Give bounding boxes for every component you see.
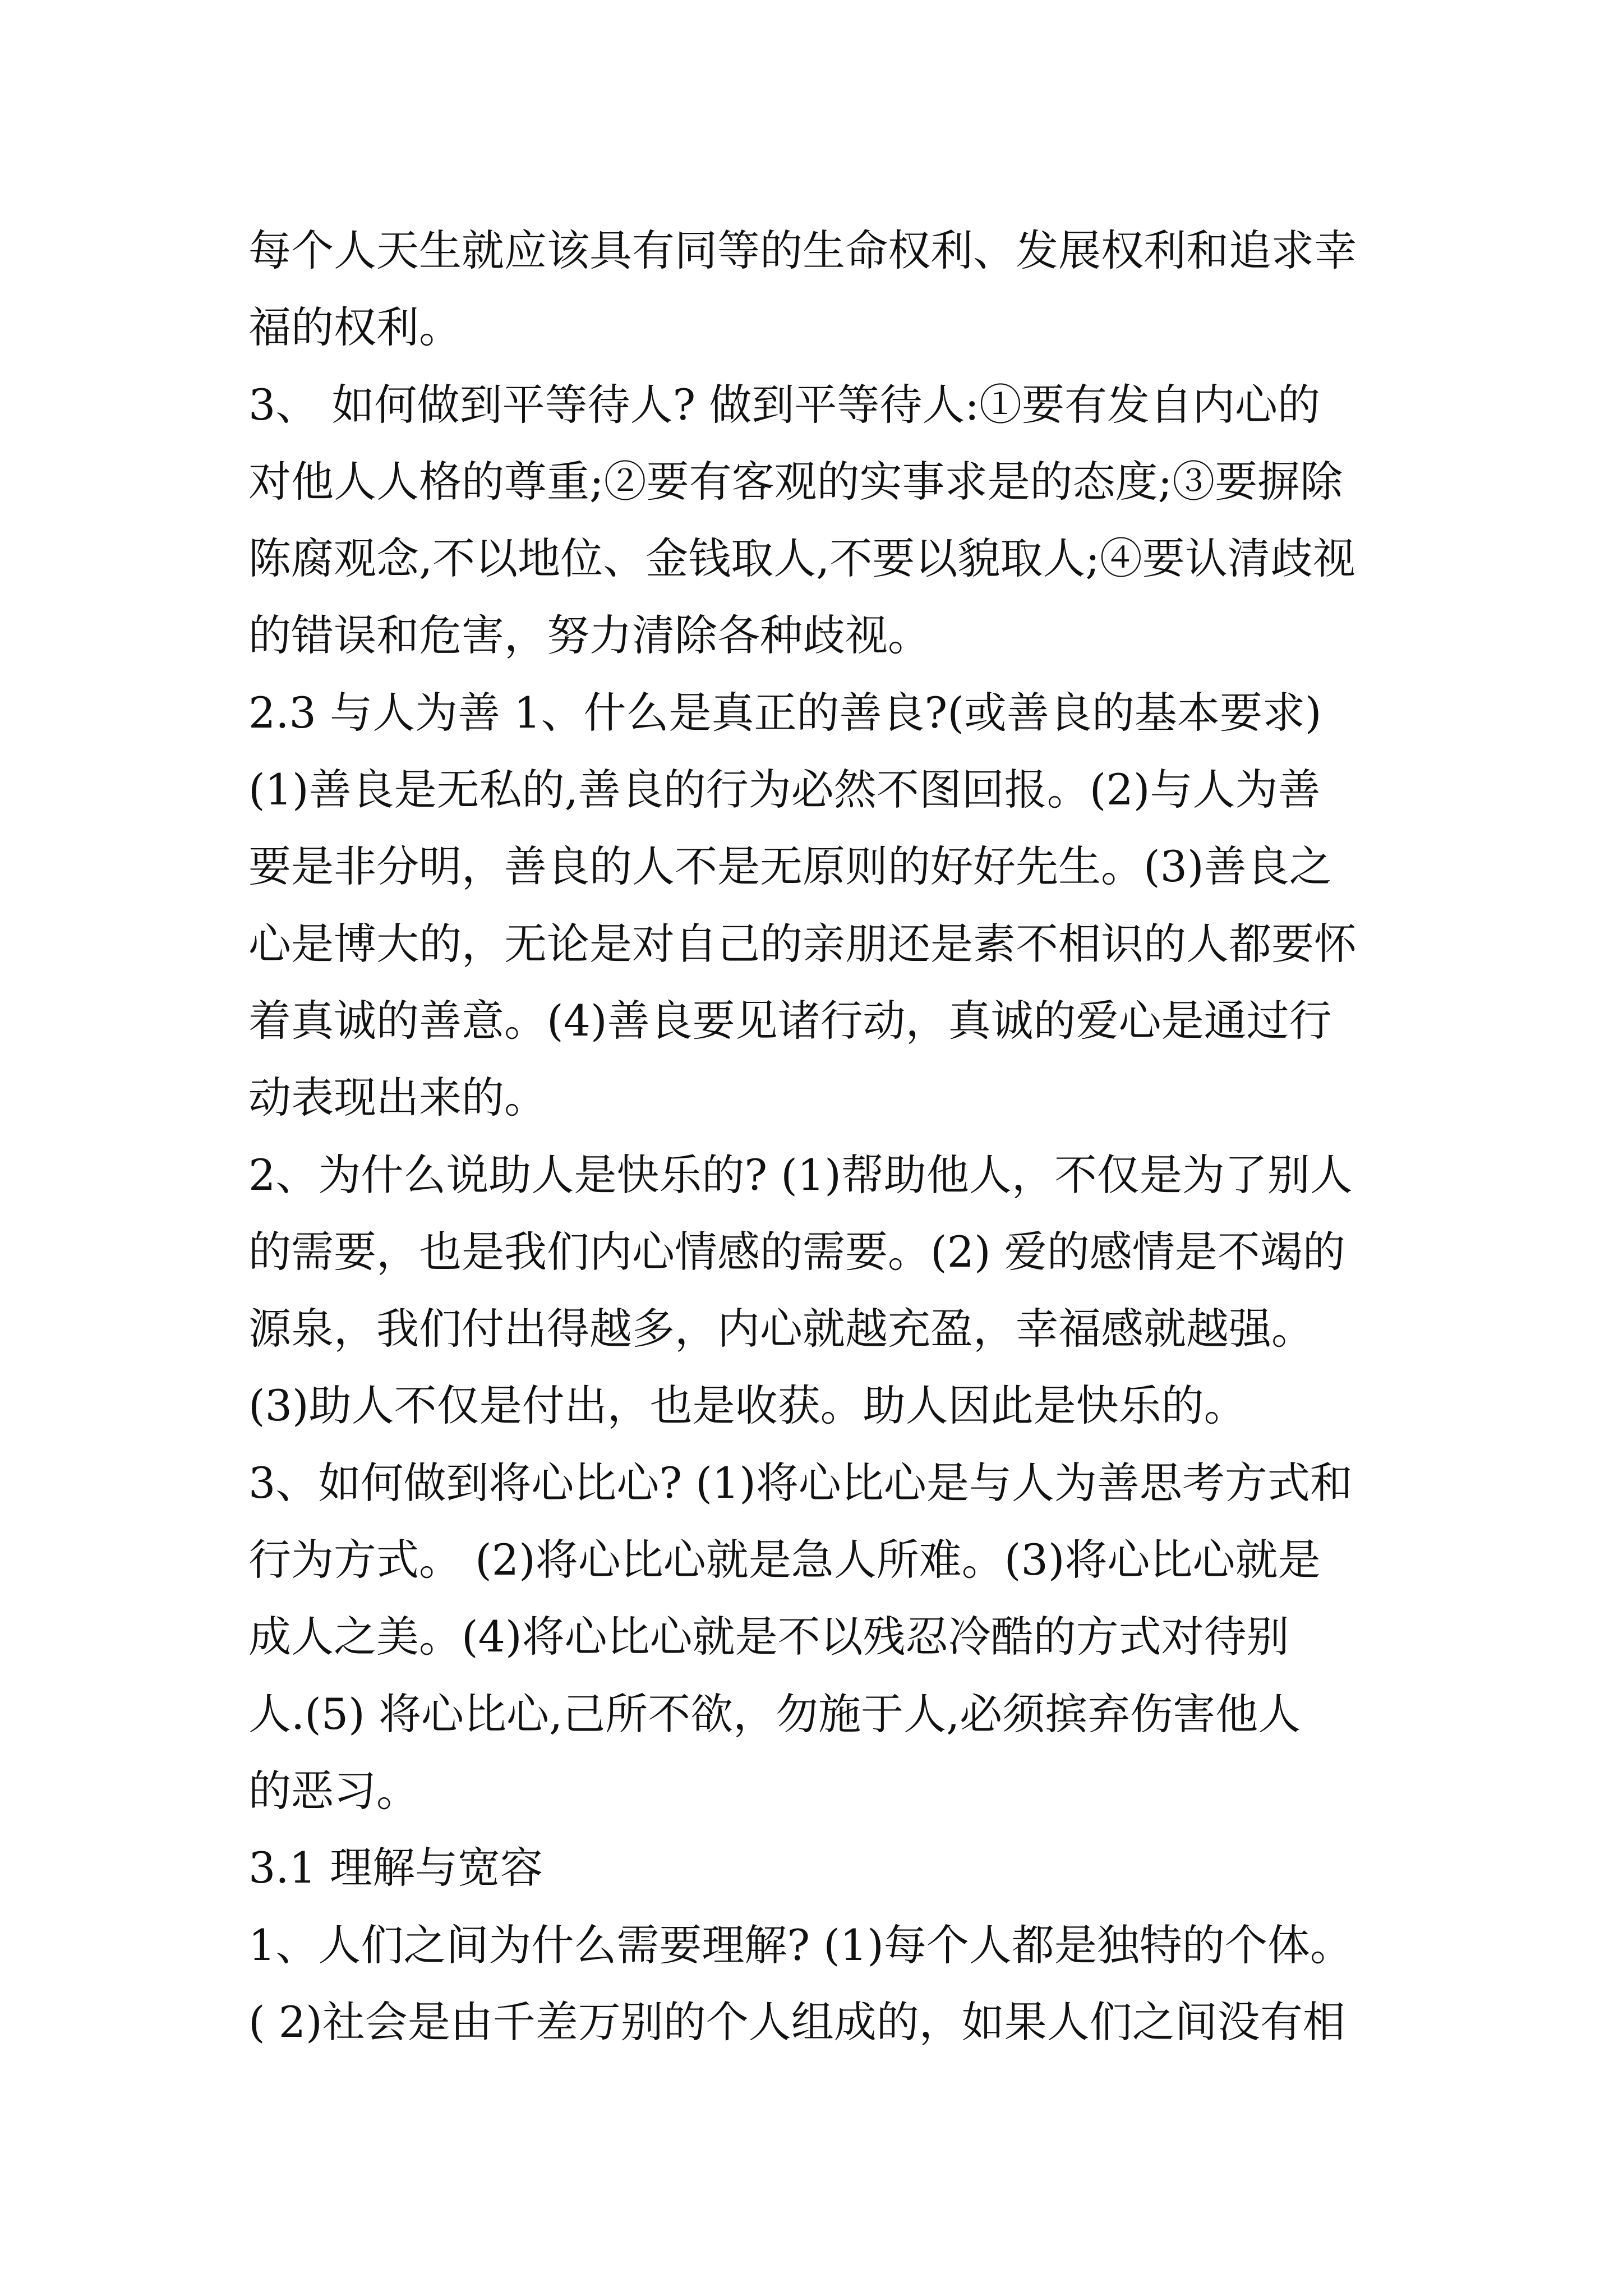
- text-line: 的错误和危害，努力清除各种歧视。: [248, 610, 930, 661]
- text-line: 要是非分明，善良的人不是无原则的好好先生。(3)善良之: [248, 841, 1332, 892]
- text-line: 3、如何做到将心比心? (1)将心比心是与人为善思考方式和: [248, 1457, 1353, 1508]
- text-line: 心是博大的，无论是对自己的亲朋还是素不相识的人都要怀: [248, 918, 1357, 969]
- section-heading: 3.1 理解与宽容: [248, 1843, 543, 1893]
- text-line: 每个人天生就应该具有同等的生命权利、发展权利和追求幸: [248, 226, 1357, 275]
- text-line: 成人之美。(4)将心比心就是不以残忍冷酷的方式对待别: [248, 1612, 1289, 1662]
- text-line: (3)助人不仅是付出，也是收获。助人因此是快乐的。: [248, 1381, 1247, 1431]
- text-line: 着真诚的善意。(4)善良要见诸行动，真诚的爱心是通过行: [248, 995, 1332, 1046]
- text-line: 对他人人格的尊重;②要有客观的实事求是的态度;③要摒除: [248, 456, 1343, 507]
- text-line: 陈腐观念,不以地位、金钱取人,不要以貌取人;④要认清歧视: [248, 533, 1355, 584]
- text-line: 行为方式。 (2)将心比心就是急人所难。(3)将心比心就是: [248, 1535, 1321, 1585]
- text-line: 3、 如何做到平等待人? 做到平等待人:①要有发自内心的: [248, 379, 1321, 430]
- text-line: 动表现出来的。: [248, 1073, 547, 1123]
- text-line: 福的权利。: [248, 302, 462, 353]
- text-line: ( 2)社会是由千差万别的个人组成的，如果人们之间没有相: [248, 1996, 1345, 2047]
- text-line: 2、为什么说助人是快乐的? (1)帮助他人，不仅是为了别人: [248, 1149, 1353, 1200]
- text-line: 1、人们之间为什么需要理解? (1)每个人都是独特的个体。: [248, 1920, 1353, 1970]
- text-line: 人.(5) 将心比心,己所不欲，勿施于人,必须摈弃伤害他人: [248, 1688, 1301, 1739]
- text-line: (1)善良是无私的,善良的行为必然不图回报。(2)与人为善: [248, 765, 1321, 815]
- text-line: 的恶习。: [248, 1765, 419, 1816]
- section-heading: 2.3 与人为善 1、什么是真正的善良?(或善良的基本要求): [248, 687, 1322, 738]
- text-line: 的需要，也是我们内心情感的需要。(2) 爱的感情是不竭的: [248, 1226, 1345, 1277]
- document-body: [248, 212, 1426, 2060]
- text-line: 源泉，我们付出得越多，内心就越充盈，幸福感就越强。: [248, 1304, 1314, 1354]
